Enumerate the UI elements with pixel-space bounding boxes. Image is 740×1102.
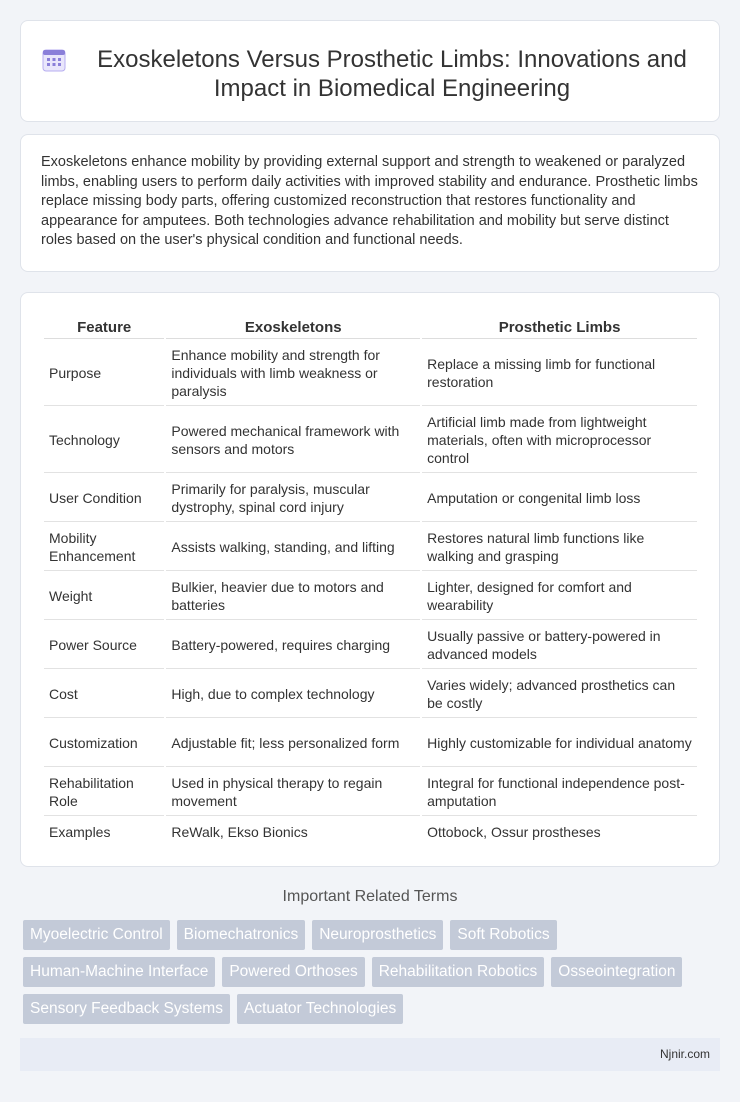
exoskeleton-cell: Adjustable fit; less personalized form [166, 719, 420, 767]
intro-card [20, 134, 720, 272]
exoskeleton-cell: High, due to complex technology [166, 670, 420, 718]
tag-row [23, 994, 723, 1024]
prosthetic-cell: Replace a missing limb for functional restoration [422, 340, 697, 406]
feature-cell: Technology [44, 407, 164, 473]
table-row [44, 719, 697, 767]
feature-cell: Purpose [44, 340, 164, 406]
feature-cell: Rehabilitation Role [44, 768, 164, 816]
prosthetic-cell: Ottobock, Ossur prostheses [427, 824, 601, 840]
tag-human-machine-interface[interactable]: Human-Machine Interface [23, 957, 215, 987]
prosthetic-cell: Artificial limb made from lightweight materials, often with microprocessor control [422, 407, 697, 473]
exoskeleton-cell: Bulkier, heavier due to motors and batteries [166, 572, 420, 620]
tag-myoelectric-control[interactable]: Myoelectric Control [23, 920, 170, 950]
table-row [44, 523, 697, 571]
column-header-feature: Feature [44, 317, 164, 339]
prosthetic-cell: Usually passive or battery-powered in advanced models [422, 621, 697, 669]
table-row [44, 340, 697, 406]
tag-biomechatronics[interactable]: Biomechatronics [177, 920, 306, 950]
table-row [44, 817, 697, 847]
calendar-grid-icon [41, 47, 67, 73]
comparison-table [42, 316, 699, 848]
prosthetic-cell: Amputation or congenital limb loss [422, 474, 697, 522]
tag-row [23, 920, 723, 950]
related-terms-heading: Important Related Terms [282, 888, 458, 905]
footer-site-link[interactable]: Njnir.com [659, 1047, 710, 1061]
prosthetic-cell: Restores natural limb functions like walking and grasping [422, 523, 697, 571]
tag-powered-orthoses[interactable]: Powered Orthoses [222, 957, 364, 987]
exoskeleton-cell: Enhance mobility and strength for individuals with limb weakness or paralysis [166, 340, 420, 406]
tag-rehabilitation-robotics[interactable]: Rehabilitation Robotics [372, 957, 545, 987]
exoskeleton-cell: Battery-powered, requires charging [166, 621, 420, 669]
tag-actuator-technologies[interactable]: Actuator Technologies [237, 994, 403, 1024]
feature-cell: Power Source [44, 621, 164, 669]
exoskeleton-cell: Powered mechanical framework with sensors and motors [166, 407, 420, 473]
feature-cell: Customization [44, 719, 164, 767]
feature-cell: Examples [49, 824, 111, 840]
prosthetic-cell: Highly customizable for individual anatomy [422, 719, 697, 767]
exoskeleton-cell: Assists walking, standing, and lifting [166, 523, 420, 571]
table-row [44, 407, 697, 473]
exoskeleton-cell: Used in physical therapy to regain movement [166, 768, 420, 816]
prosthetic-cell: Integral for functional independence post-amputation [422, 768, 697, 816]
exoskeleton-cell: ReWalk, Ekso Bionics [171, 824, 308, 840]
tag-row [23, 957, 723, 987]
footer [20, 1038, 720, 1071]
table-row [44, 768, 697, 816]
feature-cell: Mobility Enhancement [44, 523, 164, 571]
column-header-exoskeletons: Exoskeletons [166, 317, 420, 339]
prosthetic-cell: Varies widely; advanced prosthetics can be costly [422, 670, 697, 718]
title-card [20, 20, 720, 122]
page-title: Exoskeletons Versus Prosthetic Limbs: Innovations and Impact in Biomedical Engineering [97, 46, 687, 102]
tag-osseointegration[interactable]: Osseointegration [551, 957, 682, 987]
exoskeleton-cell: Primarily for paralysis, muscular dystrophy, spinal cord injury [166, 474, 420, 522]
tag-neuroprosthetics[interactable]: Neuroprosthetics [312, 920, 443, 950]
tag-soft-robotics[interactable]: Soft Robotics [450, 920, 556, 950]
comparison-card [20, 292, 720, 867]
prosthetic-cell: Lighter, designed for comfort and wearability [422, 572, 697, 620]
tag-sensory-feedback-systems[interactable]: Sensory Feedback Systems [23, 994, 230, 1024]
feature-cell: User Condition [44, 474, 164, 522]
intro-paragraph: Exoskeletons enhance mobility by providing external support and strength to weakened or paralyzed limbs, enabling users to perform daily activities with improved stability and endurance. Prosthetic limbs replace missing body parts, offering customized reconstruction that restores functionality and appearance for amputees. Both technologies advance rehabilitation and mobility but serve distinct roles based on the user's physical condition and functional needs. [41, 154, 698, 248]
table-row [44, 474, 697, 522]
column-header-prosthetic-limbs: Prosthetic Limbs [422, 317, 697, 339]
table-row [44, 621, 697, 669]
table-row [44, 670, 697, 718]
related-terms-tags [23, 920, 723, 1031]
feature-cell: Weight [44, 572, 164, 620]
table-header-row [44, 317, 697, 339]
table-row [44, 572, 697, 620]
feature-cell: Cost [44, 670, 164, 718]
